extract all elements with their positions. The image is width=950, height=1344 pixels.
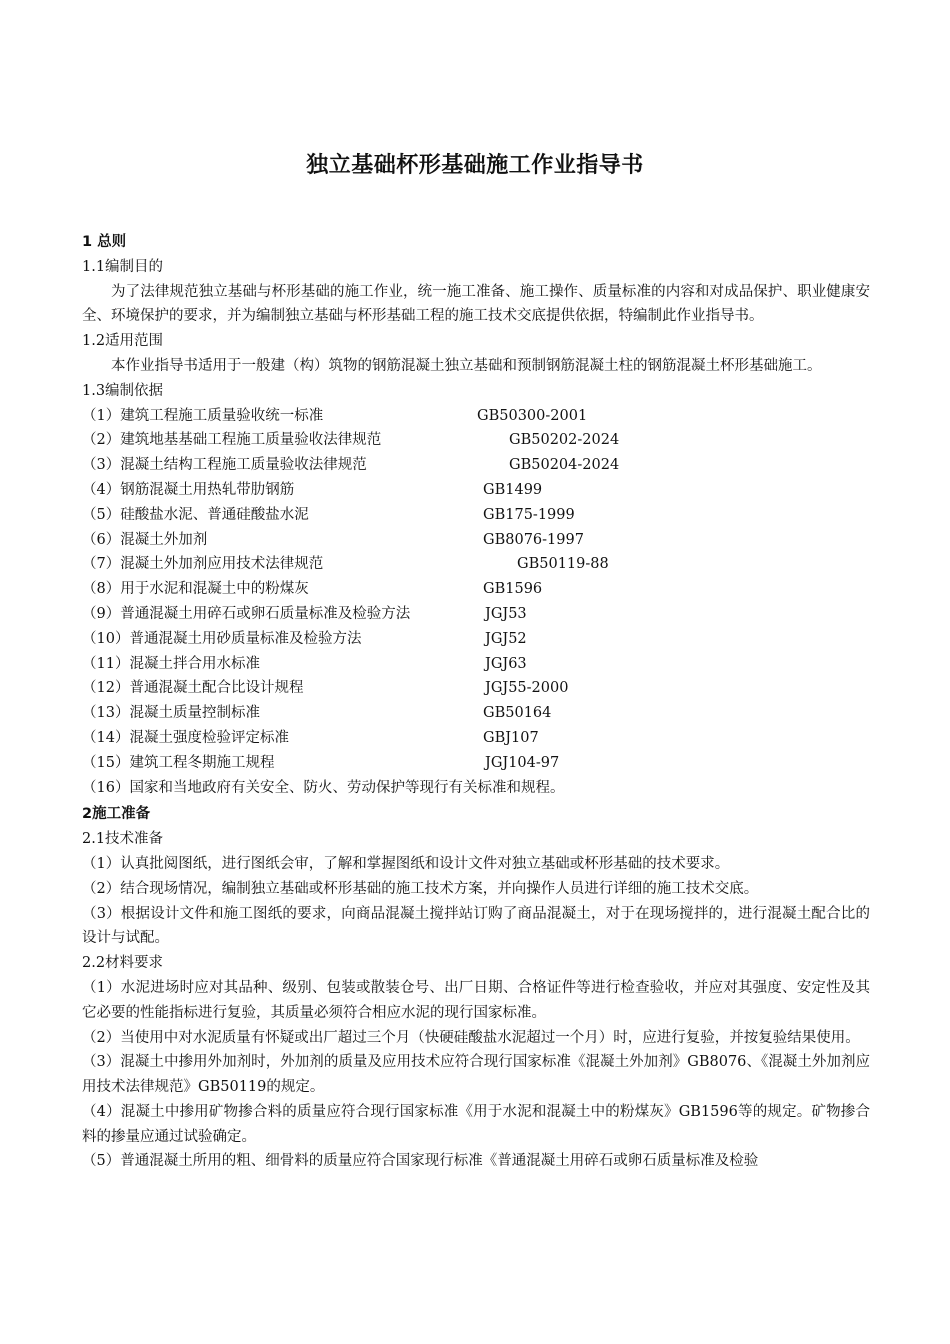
standard-code: GB175-1999 [483, 506, 575, 523]
standard-row [82, 528, 870, 553]
tech-prep-item: （1）认真批阅图纸，进行图纸会审，了解和掌握图纸和设计文件对独立基础或杯形基础的技术要求。 [82, 855, 730, 872]
tech-prep-item: （2）结合现场情况，编制独立基础或杯形基础的施工技术方案，并向操作人员进行详细的施工技术交底。 [82, 880, 759, 897]
standard-row [82, 428, 870, 453]
standard-row [82, 726, 870, 751]
standard-code: JGJ104-97 [485, 754, 560, 771]
standard-name: （2）建筑地基基础工程施工质量验收法律规范 [82, 432, 382, 449]
section-1-1-paragraph: 为了法律规范独立基础与杯形基础的施工作业，统一施工准备、施工操作、质量标准的内容和对成品保护、职业健康安全、环境保护的要求，并为编制独立基础与杯形基础工程的施工技术交底提供依据，特编制此作业指导书。 [82, 283, 870, 325]
standard-code: JGJ53 [485, 605, 527, 622]
standard-name: （11）混凝土拌合用水标准 [82, 655, 260, 672]
standards-list [82, 404, 870, 776]
standard-name: （10）普通混凝土用砂质量标准及检验方法 [82, 630, 362, 647]
standard-code: GBJ107 [483, 729, 539, 746]
standard-name: （13）混凝土质量控制标准 [82, 705, 260, 722]
material-item: （4）混凝土中掺用矿物掺合料的质量应符合现行国家标准《用于水泥和混凝土中的粉煤灰》GB1596等的规定。矿物掺合料的掺量应通过试验确定。 [82, 1103, 870, 1145]
standard-row [82, 404, 870, 429]
standard-row [82, 503, 870, 528]
material-item: （1）水泥进场时应对其品种、级别、包装或散装仓号、出厂日期、合格证件等进行检查验收，并应对其强度、安定性及其它必要的性能指标进行复验，其质量必须符合相应水泥的现行国家标准。 [82, 979, 870, 1021]
standard-code: GB50119-88 [517, 556, 609, 573]
standard-name: （6）混凝土外加剂 [82, 531, 208, 548]
standard-row [82, 577, 870, 602]
document-title: 独立基础杯形基础施工作业指导书 [306, 153, 644, 178]
standard-name: （4）钢筋混凝土用热轧带肋钢筋 [82, 481, 295, 498]
standard-name: （15）建筑工程冬期施工规程 [82, 754, 275, 771]
standard-name: （9）普通混凝土用碎石或卵石质量标准及检验方法 [82, 605, 411, 622]
standard-code: GB1596 [483, 581, 543, 598]
standard-row [82, 453, 870, 478]
section-1-heading: 1 总则 [82, 234, 127, 250]
material-item: （5）普通混凝土所用的粗、细骨料的质量应符合国家现行标准《普通混凝土用碎石或卵石质量标准及检验 [82, 1153, 759, 1170]
standard-row [82, 751, 870, 776]
standard-row [82, 602, 870, 627]
standard-code: GB50202-2024 [509, 432, 620, 449]
standard-row [82, 701, 870, 726]
standard-code: JGJ52 [485, 630, 527, 647]
standard-name: （14）混凝土强度检验评定标准 [82, 729, 289, 746]
section-1-2-heading: 1.2适用范围 [82, 333, 164, 350]
standard-last-item: （16）国家和当地政府有关安全、防火、劳动保护等现行有关标准和规程。 [82, 779, 565, 796]
section-2-1-heading: 2.1技术准备 [82, 831, 164, 848]
section-2-heading: 2施工准备 [82, 806, 151, 823]
standard-name: （5）硅酸盐水泥、普通硅酸盐水泥 [82, 506, 309, 523]
material-item: （2）当使用中对水泥质量有怀疑或出厂超过三个月（快硬硅酸盐水泥超过一个月）时，应进行复验，并按复验结果使用。 [82, 1029, 860, 1046]
standard-code: GB8076-1997 [483, 531, 584, 548]
section-1-2-paragraph: 本作业指导书适用于一般建（构）筑物的钢筋混凝土独立基础和预制钢筋混凝土柱的钢筋混凝土杯形基础施工。 [111, 357, 822, 374]
standard-row [82, 478, 870, 503]
standard-code: GB50204-2024 [509, 457, 620, 474]
standard-name: （12）普通混凝土配合比设计规程 [82, 680, 304, 697]
material-item: （3）混凝土中掺用外加剂时，外加剂的质量及应用技术应符合现行国家标准《混凝土外加剂》GB8076、《混凝土外加剂应用技术法律规范》GB50119的规定。 [82, 1054, 870, 1096]
section-2-2-heading: 2.2材料要求 [82, 955, 164, 972]
standard-name: （3）混凝土结构工程施工质量验收法律规范 [82, 457, 367, 474]
standard-row [82, 552, 870, 577]
standard-code: GB50164 [483, 705, 552, 722]
tech-prep-item: （3）根据设计文件和施工图纸的要求，向商品混凝土搅拌站订购了商品混凝土，对于在现场搅拌的，进行混凝土配合比的设计与试配。 [82, 905, 870, 947]
document-body [82, 230, 870, 1174]
standard-row [82, 676, 870, 701]
standard-row [82, 627, 870, 652]
standard-name: （8）用于水泥和混凝土中的粉煤灰 [82, 581, 309, 598]
standard-code: JGJ55-2000 [485, 680, 569, 697]
standard-code: GB1499 [483, 481, 543, 498]
standard-row [82, 652, 870, 677]
standard-code: GB50300-2001 [477, 407, 588, 424]
standard-name: （1）建筑工程施工质量验收统一标准 [82, 407, 324, 424]
standard-code: JGJ63 [485, 655, 527, 672]
section-1-3-heading: 1.3编制依据 [82, 382, 164, 399]
section-1-1-heading: 1.1编制目的 [82, 258, 164, 275]
standard-name: （7）混凝土外加剂应用技术法律规范 [82, 556, 324, 573]
